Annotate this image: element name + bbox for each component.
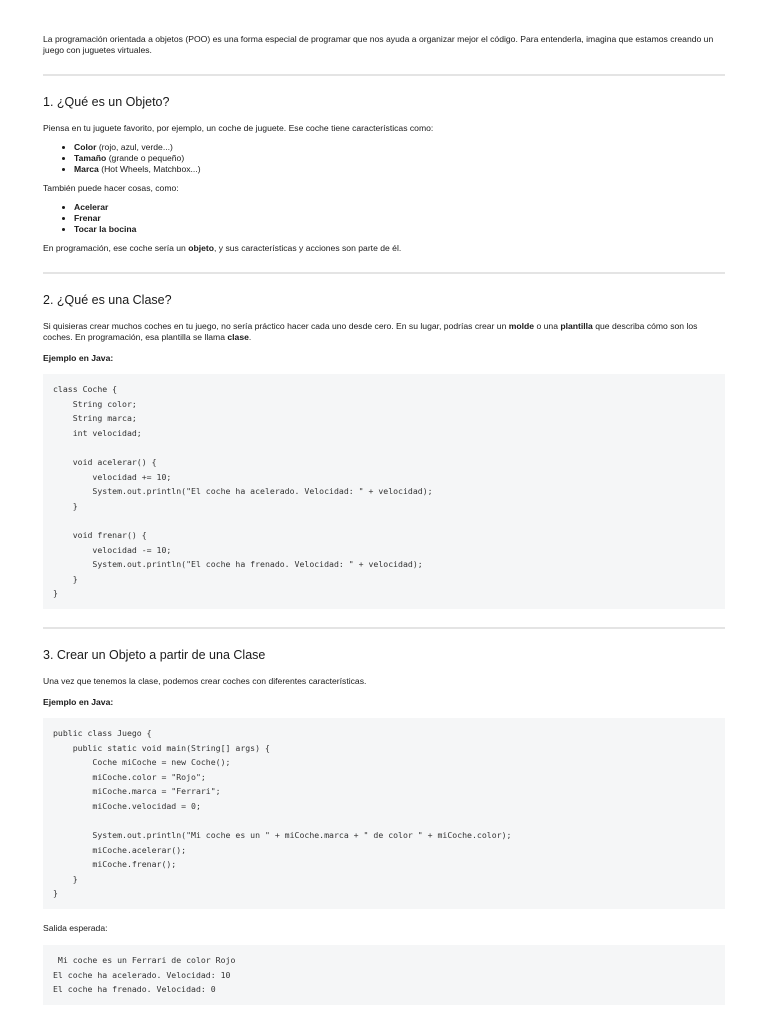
action-term: Acelerar [74, 202, 109, 212]
code-block-coche: class Coche { String color; String marca; int velocidad; void acelerar() { velocidad += 10; System.out.println("El coche ha acelerado. Velocidad: " + velocidad); } void frenar() { velocidad -= 10; System.out.println("El coche ha frenado. Velocidad: " + velocidad); } } [43, 374, 725, 609]
list-item [74, 202, 725, 213]
section2-paragraph [43, 321, 725, 343]
feature-detail: (grande o pequeño) [106, 153, 185, 163]
section3-lead: Una vez que tenemos la clase, podemos crear coches con diferentes características. [43, 675, 367, 686]
bold-clase: clase [227, 332, 249, 342]
code-block-juego: public class Juego { public static void main(String[] args) { Coche miCoche = new Coche(); miCoche.color = "Rojo"; miCoche.marca = "Ferrari"; miCoche.velocidad = 0; System.out.println("Mi coche es un " + miCoche.marca + " de color " + miCoche.color); miCoche.acelerar(); miCoche.frenar(); } } [43, 718, 725, 909]
example-label: Ejemplo en Java: [43, 696, 114, 707]
list-item [74, 153, 725, 164]
code-block-output: Mi coche es un Ferrari de color Rojo El coche ha acelerado. Velocidad: 10 El coche ha frenado. Velocidad: 0 [43, 945, 725, 1005]
feature-detail: (rojo, azul, verde...) [96, 142, 173, 152]
list-item [74, 164, 725, 175]
text-run: o una [534, 321, 561, 331]
section3-title: 3. Crear un Objeto a partir de una Clase [43, 647, 266, 662]
feature-term: Marca [74, 164, 99, 174]
text-run: Si quisieras crear muchos coches en tu juego, no sería práctico hacer cada uno desde cero. En su lugar, podrías crear un [43, 321, 509, 331]
text-run: . [248, 332, 252, 342]
features-list [43, 142, 725, 175]
closing-text-end: , y sus características y acciones son parte de él. [214, 243, 402, 253]
text-run: que describa cómo son los coches. En programación, esa plantilla se llama [43, 321, 698, 342]
intro-paragraph: La programación orientada a objetos (POO) es una forma especial de programar que nos ayuda a organizar mejor el código. Para entenderla, imagina que estamos creando un juego con juguetes virtuales. [43, 34, 714, 55]
feature-detail: (Hot Wheels, Matchbox...) [98, 164, 201, 174]
action-term: Frenar [74, 213, 101, 223]
section1-title: 1. ¿Qué es un Objeto? [43, 95, 170, 109]
closing-bold: objeto [188, 243, 215, 253]
output-label: Salida esperada: [43, 923, 108, 934]
bold-plantilla: plantilla [560, 321, 593, 331]
action-term: Tocar la bocina [74, 224, 137, 234]
list-item [74, 142, 725, 153]
bold-molde: molde [508, 321, 535, 331]
feature-term: Tamaño [74, 153, 107, 163]
section-divider [43, 272, 725, 274]
section-divider [43, 627, 725, 629]
list-item [74, 213, 725, 224]
actions-lead: También puede hacer cosas, como: [43, 183, 179, 193]
example-label: Ejemplo en Java: [43, 353, 114, 363]
list-item [74, 224, 725, 235]
section1-closing [43, 243, 725, 254]
section-divider [43, 74, 725, 76]
actions-list [43, 202, 725, 235]
section2-title: 2. ¿Qué es una Clase? [43, 293, 172, 307]
closing-text: En programación, ese coche sería un [43, 243, 189, 253]
section1-lead: Piensa en tu juguete favorito, por ejemplo, un coche de juguete. Ese coche tiene características como: [43, 123, 434, 133]
feature-term: Color [74, 142, 97, 152]
